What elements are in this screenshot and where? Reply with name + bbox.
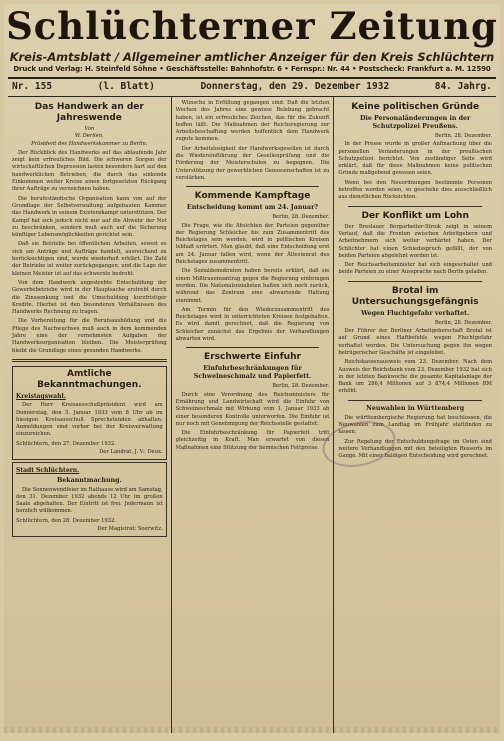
einfuhr-subheadline: Einfuhrbeschränkungen für Schweineschmalz und Papierfett.: [193, 365, 312, 381]
konflikt-paragraph: Der Reichsarbeitsminister hat sich eingeschaltet und beide Parteien zu einer Aussprache nach Berlin geladen.: [338, 262, 492, 276]
notice-city-place: Schlüchtern, den 28. Dezember 1932.: [16, 517, 116, 524]
issue-number: Nr. 155: [12, 81, 53, 92]
article-divider: [348, 400, 482, 401]
dateline-bar: [4, 79, 500, 96]
kampf-subheadline: Entscheidung kommt am 24. Januar?: [186, 204, 319, 212]
volume-number: 84. Jahrg.: [434, 81, 492, 92]
masthead-subtitle: Kreis-Amtsblatt / Allgemeiner amtlicher Anzeiger für den Kreis Schlüchtern: [9, 50, 495, 64]
newspaper-page: [4, 4, 500, 733]
gruende-subheadline: Die Personaländerungen in der Schutzpolizei Preußens.: [359, 115, 471, 130]
handwerk-paragraph: Die Vorbereitung für die Berufsausbildung und die Pflege des Nachwuchses muß auch in dem kommenden Jahre eine der vornehmsten Aufgaben der Handwerksorganisation bleiben. Die Meisterprüfung bleibt die Grundlage eines gesunden Handwerks.: [12, 318, 167, 354]
column-right: [333, 97, 496, 733]
handwerk-paragraph: Die berufsständische Organisation kann von auf der Grundlage der Selbstverwaltung aufgebauten Kammer das Handwerk in seinem Existenzkampf unterstützen. Der Kampf hat sich jedoch nicht nur auf die Abwehr der Not zu beschränken, sondern muß auch auf die Sicherung künftiger Lebensmöglichkeiten gerichtet sein.: [12, 195, 167, 239]
publisher-line: Druck und Verlag: H. Steinfeld Söhne • Geschäftsstelle: Bahnhofstr. 6 • Fernspr.: Nr. 44 • Postscheck: Frankfurt a. M. 12590: [13, 65, 491, 73]
einfuhr-paragraph: Durch eine Verordnung des Reichsministers für Ernährung und Landwirtschaft wird die Einfuhr von Schweineschmalz mit Wirkung vom 1. Januar 1933 ab einer besonderen Kontrolle unterworfen. Die Einfuhr ist nur noch mit Genehmigung der Reichsstelle gestattet.: [175, 391, 330, 427]
kampf-paragraph: Die Frage, wie die Absichten der Parteien gegenüber der Regierung Schleicher bis zum Zusammentritt des Reichstages sein werden, wird in politischen Kreisen lebhaft erörtert. Man glaubt, daß eine Entscheidung erst am 24. Januar fallen wird, wenn der Ältestenrat des Reichstages zusammentritt.: [175, 222, 330, 266]
gruende-headline: Keine politischen Gründe: [351, 102, 480, 112]
einfuhr-headline: Erschwerte Einfuhr: [204, 352, 301, 363]
column-left: [8, 97, 171, 733]
article-divider: [348, 281, 482, 282]
konflikt-headline: Der Konflikt um Lohn: [361, 210, 469, 221]
notices-divider: [12, 359, 167, 362]
notices-title: Amtliche Bekanntmachungen.: [37, 368, 142, 390]
sheet-number: (l. Blatt): [97, 81, 155, 92]
handwerk-paragraph: Der Rückblick des Handwerks auf das ablaufende Jahr zeigt kein erfreuliches Bild. Die schweren Sorgen der wirtschaftlichen Depression lasten besonders hart auf den handwerklichen Betrieben, die durch das sinkende Einkommen weiter Kreise einen fortgesetzten Rückgang ihrer Aufträge zu verzeichnen haben.: [12, 149, 167, 193]
handwerk-paragraph: Daß sie Betriebe bei öffentlichen Arbeiten, soweit es sich um Anträge und Aufträge handelt, ausreichend zu berücksichtigen sind, wurde wiederholt erklärt. Die Zahl der Betriebe ist weiter zurückgegangen, und die Lage der kleinen Meister ist auf das schwerste bedroht.: [12, 241, 167, 277]
notice-city-title: Stadt Schlüchtern.: [16, 467, 80, 475]
wahl-paragraph: Die württembergische Regierung hat beschlossen, die Neuwahlen zum Landtag im Frühjahr stattfinden zu lassen.: [338, 414, 492, 436]
notice-kreistag-text: Der Herr Kreisausschußpräsident wird am Donnerstag, den 5. Januar 1933 vom 8 Uhr ab im hiesigen Kreisausschuß Sprechstunden abhalten. Anmeldungen sind vorher bei der Kreisverwaltung einzureichen.: [16, 402, 163, 438]
brotal-subheadline: Wegen Fluchtgefahr verhaftet.: [361, 309, 470, 317]
brotal-dateline: Berlin, 28. Dezember.: [434, 319, 492, 326]
handwerk-headline: Das Handwerk an der Jahreswende: [34, 102, 144, 123]
column-middle: [171, 97, 334, 733]
city-notice: [12, 462, 167, 537]
handwerk-byline: [12, 126, 167, 148]
newspaper-masthead: Schlüchterner Zeitung: [6, 4, 498, 48]
issue-date: Donnerstag, den 29. Dezember 1932: [200, 81, 390, 92]
byline-role: Präsident des Handwerkskammer zu Berlin.: [31, 140, 148, 147]
kampf-paragraph: Am Termin für den Wiederzusammentritt des Reichstages wird in unterrichteten Kreisen festgehalten. Es wird damit gerechnet, daß die Regierung von Schleicher zunächst das Ergebnis der Verhandlungen abwarten wird.: [175, 306, 330, 343]
official-notices: [12, 366, 167, 460]
notice-city-sign: Der Magistrat: Soerwitz.: [97, 526, 163, 533]
article-divider: [186, 186, 320, 187]
einfuhr-dateline: Berlin, 28. Dezember.: [272, 383, 330, 390]
brotal-paragraph: Reichskassenausweis vom 23. Dezember. Nach dem Ausweis der Reichsbank vom 23. Dezember 1932 hat sich in der letzten Bankwoche die gesamte Kapitalanlage der Bank um 286,4 Millionen auf 3 874,4 Millionen RM erhöht.: [338, 359, 492, 395]
article-columns: [8, 96, 496, 733]
article-divider: [348, 206, 482, 207]
gruende-dateline: Berlin, 28. Dezember.: [434, 133, 492, 139]
gruende-paragraph: Wenn bei den Neuordnungen bestimmte Personen betroffen worden seien, so geschehe dies ausschließlich aus dienstlichen Rücksichten.: [338, 179, 492, 201]
gruende-paragraph: In der Presse wurde in großer Aufmachung über die personellen Veränderungen in der preußischen Schutzpolizei berichtet. Von zuständiger Seite wird erklärt, daß für diese Maßnahmen keine politischen Gründe maßgebend gewesen seien.: [338, 141, 492, 177]
continued-paragraph: Wünsche in Erfüllung gegangen sind. Daß die letzten Wochen des Jahres eine gewisse Belebung gebracht haben, ist ein erfreuliches Zeichen, das für die Zukunft hoffen läßt. Die Maßnahmen der Reichsregierung zur Arbeitsbeschaffung werden hoffentlich dem Handwerk zugute kommen.: [175, 100, 330, 143]
wahl-paragraph: Zur Regelung der Entschuldungsfrage im Osten sind weitere Verhandlungen mit den beteiligten Ressorts im Gange. Mit einer baldigen Entscheidung wird gerechnet.: [338, 438, 492, 460]
notice-city-text: Die Sonnenwendfeier im Rathause wird am Samstag, den 31. Dezember 1932 abends 12 Uhr im großen Saale abgehalten. Der Eintritt ist frei. Jedermann ist herzlich willkommen.: [16, 486, 163, 515]
continued-paragraph: Der Arbeitslosigkeit der Handwerksgesellen ist durch die Wiedereinführung der Gesellenprüfung und die Förderung der Meisterschulen zu begegnen. Die Unterstützung der gewerblichen Genossenschaften ist zu verstärken.: [175, 145, 330, 181]
einfuhr-paragraph: Die Einfuhrbeschränkung für Papierfett tritt gleichzeitig in Kraft. Man erwartet von diesen Maßnahmen eine Stützung der heimischen Fettpreise.: [175, 430, 330, 451]
kampf-paragraph: Die Sozialdemokraten haben bereits erklärt, daß sie einen Mißtrauensantrag gegen die Regierung einbringen werden. Die Nationalsozialisten halten sich noch zurück, während das Zentrum eine abwartende Haltung einnimmt.: [175, 268, 330, 304]
wahl-headline: Neuwahlen in Württemberg: [366, 404, 465, 412]
byline-intro: Von: [84, 126, 95, 132]
notice-kreistag-sign: Der Landrat. J. V.: Deux.: [99, 448, 163, 455]
notice-kreistag-place: Schlüchtern, den 27. Dezember 1932.: [16, 440, 116, 447]
article-divider: [186, 347, 320, 348]
brotal-paragraph: Der Führer der Berliner Arbeitgeberschaft Brotal ist auf Grund eines Haftbefehls wegen Fluchtgefahr verhaftet worden. Die Untersuchung gegen ihn wegen betrügerischer Geschäfte ist eingeleitet.: [338, 328, 492, 356]
notice-city-subtitle: Bekanntmachung.: [56, 476, 122, 484]
byline-name: W. Derlien,: [74, 133, 104, 140]
brotal-headline: Brotal im Untersuchungsgefängnis: [351, 285, 479, 307]
paper-edge: [4, 727, 500, 733]
konflikt-paragraph: Der Breslauer Bergarbeiter-Streik zeigt in seinem Verlauf, daß die Fronten zwischen Arbeitgebern und Arbeitnehmern sich weiter verhärtet haben. Der Schlichter hat einen Schiedsspruch gefällt, der von beiden Parteien abgelehnt worden ist.: [338, 223, 492, 259]
notice-kreistag-title: Kreistagswahl.: [16, 392, 66, 400]
kampf-dateline: Berlin, 28. Dezember.: [272, 214, 330, 221]
kampf-headline: Kommende Kampftage: [194, 191, 311, 202]
handwerk-paragraph: Von dem Handwerk angestrebte Entschuldung der Gewerbebetriebe wird in der Hauptsache erstrebt durch die Zinssenkung und die Umschuldung kurzfristiger Kredite. Hierbei ist den besonderen Verhältnissen des Handwerks Rechnung zu tragen.: [12, 279, 167, 316]
